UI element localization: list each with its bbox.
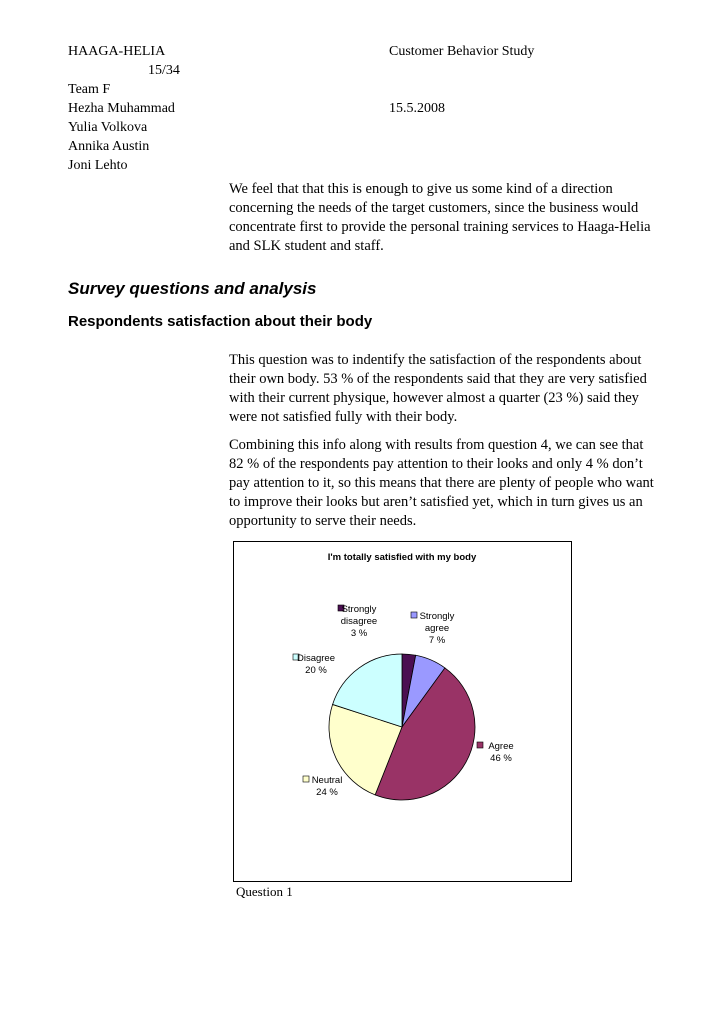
- slice-value-label: 20 %: [305, 665, 327, 676]
- header-member-2: Yulia Volkova: [68, 120, 148, 135]
- legend-key-2: [477, 742, 483, 748]
- subsection-title: Respondents satisfaction about their body: [68, 313, 373, 330]
- header-member-1: Hezha Muhammad: [68, 101, 175, 116]
- header-member-4: Joni Lehto: [68, 158, 128, 173]
- header-org: HAAGA-HELIA: [68, 44, 166, 59]
- pie-chart: [234, 542, 571, 881]
- analysis-paragraph-2: Combining this info along with results from question 4, we can see that 82 % of the respondents pay attention to their looks and only 4 % don’t pay attention to it, so this means that there are plenty of people who want to improve their looks but aren’t satisfied yet, which in turn gives us an opportunity to serve their needs.: [229, 437, 654, 529]
- section-title: Survey questions and analysis: [68, 279, 317, 298]
- slice-category-label: Strongly: [419, 611, 455, 622]
- pie-chart-frame: [233, 541, 572, 882]
- slice-category-label: agree: [424, 623, 450, 634]
- header-date: 15.5.2008: [389, 101, 445, 116]
- slice-value-label: 7 %: [428, 635, 446, 646]
- analysis-paragraph-1: This question was to indentify the satisfaction of the respondents about their own body. 53 % of the respondents said that they are very satisfied with their current physique, however almost a quarter (23 %) said they were not satisfied fully with their body.: [229, 352, 647, 425]
- slice-value-label: 3 %: [350, 628, 368, 639]
- slice-category-label: Disagree: [296, 653, 336, 664]
- slice-category-label: disagree: [340, 616, 378, 627]
- header-doc-title: Customer Behavior Study: [389, 44, 535, 59]
- slice-value-label: 46 %: [490, 753, 512, 764]
- header-member-3: Annika Austin: [68, 139, 150, 154]
- legend-key-3: [303, 776, 309, 782]
- legend-key-1: [411, 612, 417, 618]
- slice-value-label: 24 %: [316, 787, 338, 798]
- chart-title: I'm totally satisfied with my body: [327, 552, 477, 563]
- slice-category-label: Neutral: [311, 775, 343, 786]
- slice-category-label: Strongly: [341, 604, 377, 615]
- intro-paragraph: We feel that that this is enough to give us some kind of a direction concerning the needs of the target customers, since the business would concentrate first to provide the personal training services to Haaga-Helia and SLK student and staff.: [229, 181, 651, 254]
- chart-caption: Question 1: [236, 884, 293, 899]
- header-team: Team F: [68, 82, 111, 97]
- header-page-number: 15/34: [148, 63, 180, 78]
- slice-category-label: Agree: [488, 741, 514, 752]
